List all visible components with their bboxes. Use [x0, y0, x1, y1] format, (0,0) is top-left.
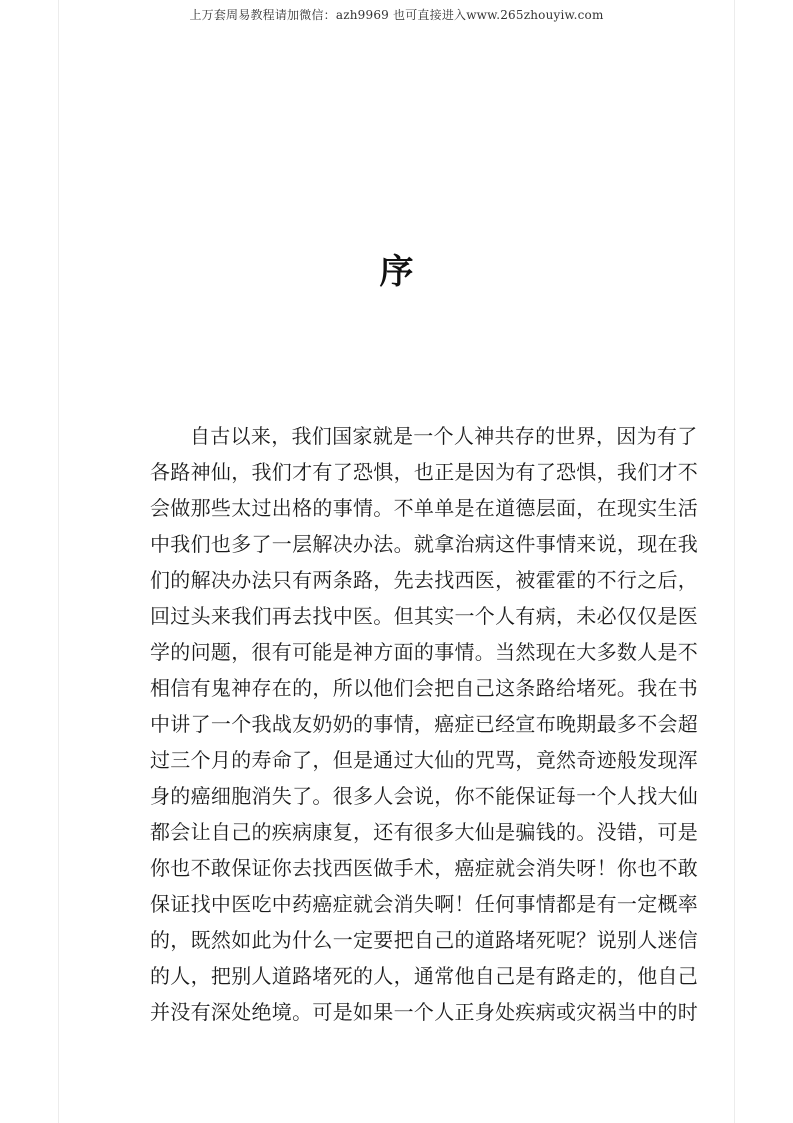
paragraph-line: 自古以来，我们国家就是一个人神共存的世界，因为有了: [190, 424, 698, 448]
paragraph-line: 的人，把别人道路堵死的人，通常他自己是有路走的，他自己: [150, 964, 699, 988]
page-title: 序: [379, 252, 414, 292]
paragraph-line: 都会让自己的疾病康复，还有很多大仙是骗钱的。没错，可是: [150, 820, 699, 844]
paragraph-line: 学的问题，很有可能是神方面的事情。当然现在大多数人是不: [150, 640, 699, 664]
paragraph-line: 保证找中医吃中药癌症就会消失啊！任何事情都是有一定概率: [150, 892, 699, 916]
paragraph-line: 并没有深处绝境。可是如果一个人正身处疾病或灾祸当中的时: [150, 1000, 699, 1024]
body-text: [150, 418, 699, 1030]
paragraph-line: 你也不敢保证你去找西医做手术，癌症就会消失呀！你也不敢: [150, 856, 699, 880]
paragraph-line: 的，既然如此为什么一定要把自己的道路堵死呢？说别人迷信: [150, 928, 699, 952]
header-watermark: 上万套周易教程请加微信：azh9969 也可直接进入www.265zhouyiw.com: [189, 8, 604, 22]
paragraph-line: 中我们也多了一层解决办法。就拿治病这件事情来说，现在我: [150, 532, 699, 556]
paragraph-line: 们的解决办法只有两条路，先去找西医，被霍霍的不行之后，: [150, 568, 699, 592]
paragraph-line: 相信有鬼神存在的，所以他们会把自己这条路给堵死。我在书: [150, 676, 699, 700]
paragraph-line: 回过头来我们再去找中医。但其实一个人有病，未必仅仅是医: [150, 604, 699, 628]
paragraph-line: 中讲了一个我战友奶奶的事情，癌症已经宣布晚期最多不会超: [150, 712, 699, 736]
paragraph-line: 各路神仙，我们才有了恐惧，也正是因为有了恐惧，我们才不: [150, 460, 699, 484]
paragraph-line: 身的癌细胞消失了。很多人会说，你不能保证每一个人找大仙: [150, 784, 699, 808]
paragraph-line: 过三个月的寿命了，但是通过大仙的咒骂，竟然奇迹般发现浑: [150, 748, 699, 772]
paragraph-line: 会做那些太过出格的事情。不单单是在道德层面，在现实生活: [150, 496, 699, 520]
